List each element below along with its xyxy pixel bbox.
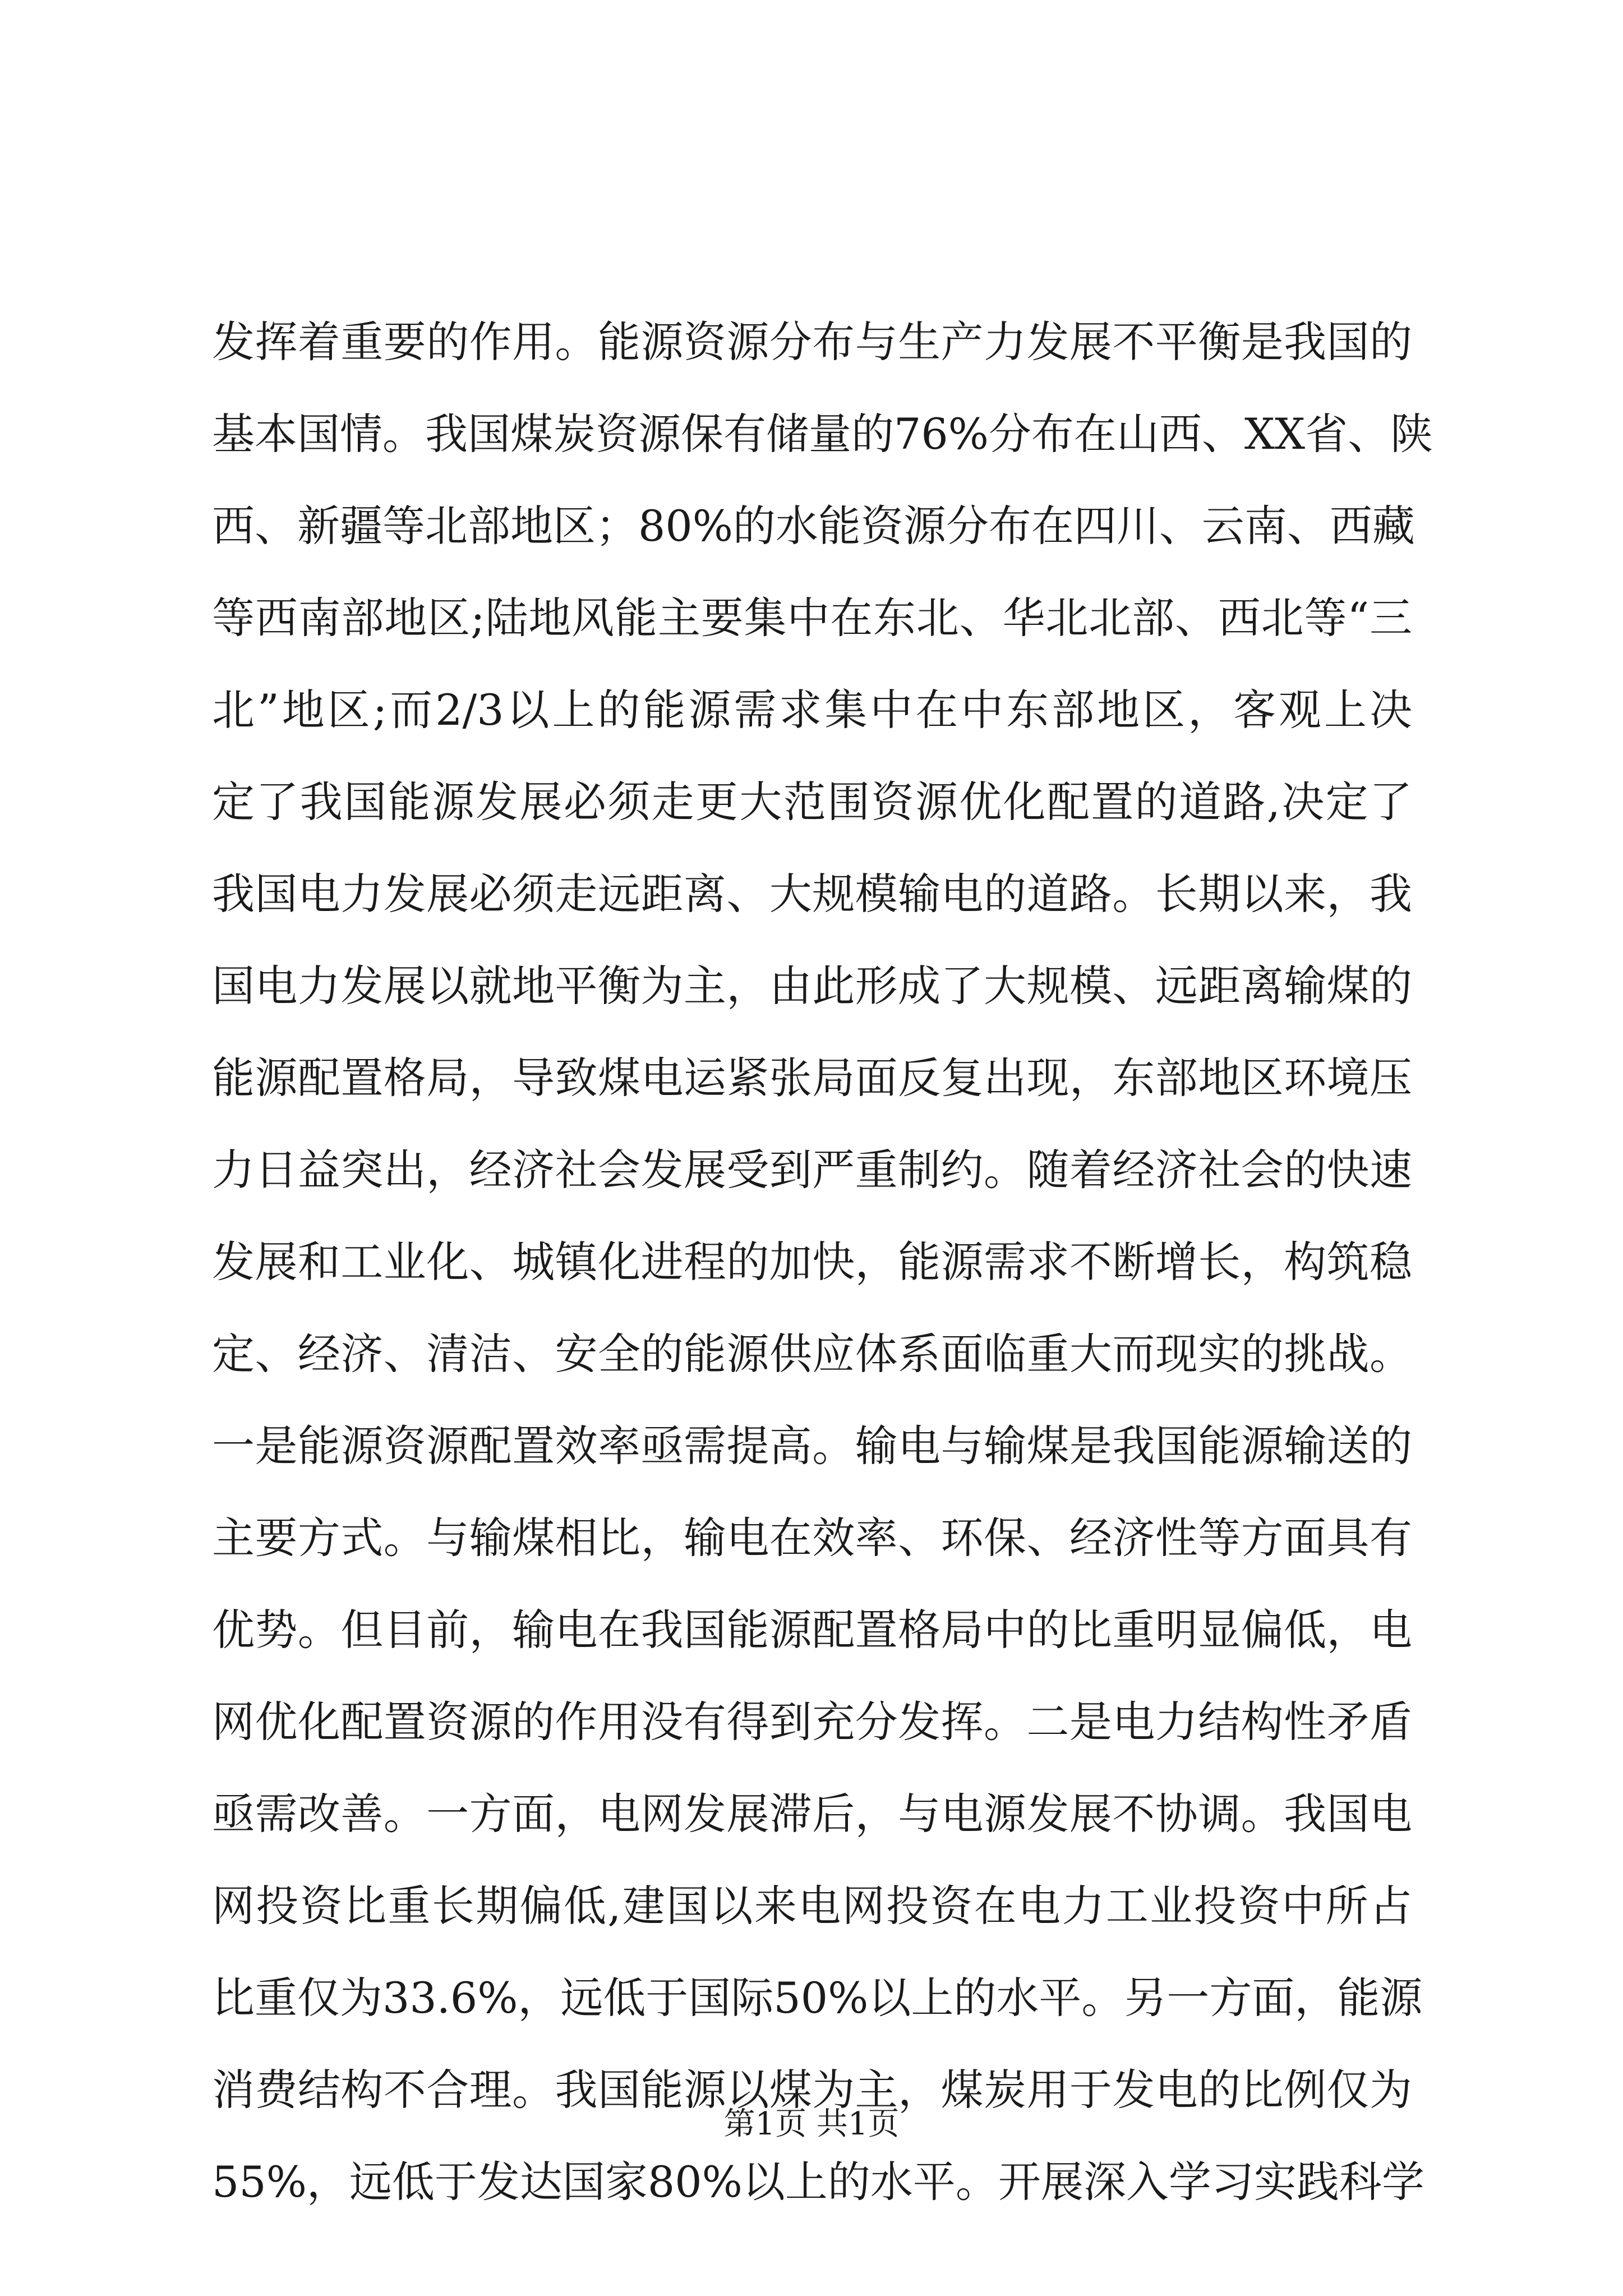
text-line: 北”地区;而2/3以上的能源需求集中在中东部地区，客观上决 [212, 685, 1412, 735]
page-number-label: 第1页 共1页 [723, 2106, 900, 2142]
document-body [212, 296, 1433, 2228]
text-line: 55%，远低于发达国家80%以上的水平。开展深入学习实践科学 [212, 2157, 1424, 2207]
text-line: 定了我国能源发展必须走更大范围资源优化配置的道路,决定了 [212, 777, 1412, 827]
text-line: 消费结构不合理。我国能源以煤为主，煤炭用于发电的比例仅为 [212, 2065, 1412, 2115]
text-line: 力日益突出，经济社会发展受到严重制约。随着经济社会的快速 [212, 1145, 1412, 1195]
text-line: 一是能源资源配置效率亟需提高。输电与输煤是我国能源输送的 [212, 1421, 1412, 1471]
text-line: 发挥着重要的作用。能源资源分布与生产力发展不平衡是我国的 [212, 317, 1412, 367]
text-line: 我国电力发展必须走远距离、大规模输电的道路。长期以来，我 [212, 869, 1412, 919]
text-line: 等西南部地区;陆地风能主要集中在东北、华北北部、西北等“三 [212, 593, 1412, 643]
text-line: 西、新疆等北部地区；80%的水能资源分布在四川、云南、西藏 [212, 501, 1415, 551]
text-line: 优势。但目前，输电在我国能源配置格局中的比重明显偏低，电 [212, 1605, 1412, 1655]
text-line: 国电力发展以就地平衡为主，由此形成了大规模、远距离输煤的 [212, 961, 1412, 1011]
page-footer [0, 2099, 1623, 2144]
text-line: 主要方式。与输煤相比，输电在效率、环保、经济性等方面具有 [212, 1513, 1412, 1563]
text-line: 比重仅为33.6%，远低于国际50%以上的水平。另一方面，能源 [212, 1973, 1423, 2023]
text-line: 能源配置格局，导致煤电运紧张局面反复出现，东部地区环境压 [212, 1053, 1412, 1103]
text-line: 基本国情。我国煤炭资源保有储量的76%分布在山西、XX省、陕 [212, 409, 1433, 459]
text-line: 定、经济、清洁、安全的能源供应体系面临重大而现实的挑战。 [212, 1329, 1412, 1379]
text-line: 发展和工业化、城镇化进程的加快，能源需求不断增长，构筑稳 [212, 1237, 1412, 1287]
text-line: 网优化配置资源的作用没有得到充分发挥。二是电力结构性矛盾 [212, 1697, 1412, 1747]
text-line: 亟需改善。一方面，电网发展滞后，与电源发展不协调。我国电 [212, 1789, 1412, 1839]
text-line: 网投资比重长期偏低,建国以来电网投资在电力工业投资中所占 [212, 1881, 1412, 1931]
